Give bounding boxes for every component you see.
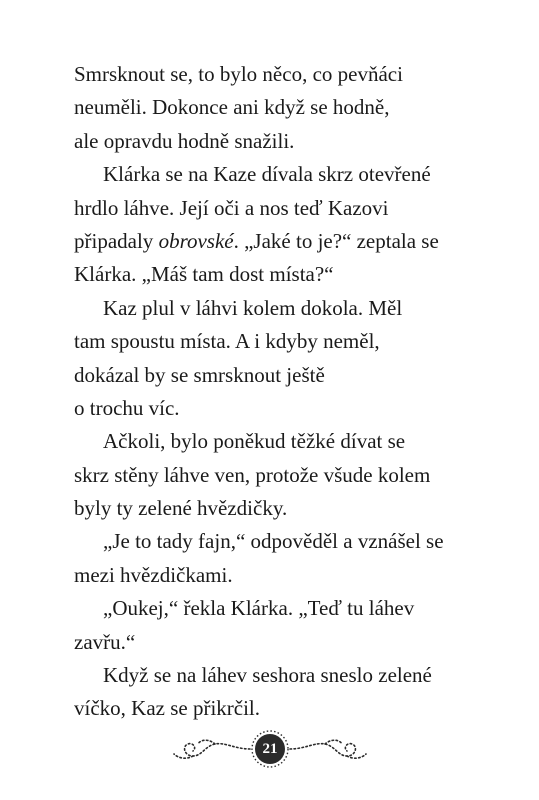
page-footer-ornament [160, 730, 380, 770]
text-segment: . „Jaké to je?“ zeptala se [233, 228, 439, 253]
text-line: zavřu.“ [74, 629, 136, 654]
body-text [74, 58, 494, 726]
text-line: Když se na láhev seshora sneslo zelené [103, 663, 432, 688]
text-line: Klárka se na Kaze dívala skrz otevřené [103, 162, 431, 187]
text-line: „Oukej,“ řekla Klárka. „Teď tu láhev [103, 596, 415, 621]
text-line: o trochu víc. [74, 395, 180, 420]
text-line: byly ty zelené hvězdičky. [74, 496, 288, 521]
text-line: víčko, Kaz se přikrčil. [74, 696, 261, 721]
text-line: Kaz plul v láhvi kolem dokola. Měl [103, 295, 403, 320]
text-line: tam spoustu místa. A i kdyby neměl, [74, 329, 380, 354]
text-line: „Je to tady fajn,“ odpověděl a vznášel se [103, 529, 444, 554]
text-line: dokázal by se smrsknout ještě [74, 362, 325, 387]
italic-word: obrovské [158, 228, 234, 253]
text-line: mezi hvězdičkami. [74, 562, 233, 587]
text-line: skrz stěny láhve ven, protože všude kolem [74, 462, 431, 487]
text-line [74, 225, 494, 258]
text-segment: připadaly [74, 228, 159, 253]
text-line: ale opravdu hodně snažili. [74, 128, 295, 153]
page-number: 21 [255, 734, 285, 764]
text-line: Ačkoli, bylo poněkud těžké dívat se [103, 429, 406, 454]
text-line: Klárka. „Máš tam dost místa?“ [74, 262, 334, 287]
text-line: hrdlo láhve. Její oči a nos teď Kazovi [74, 195, 389, 220]
text-line: Smrsknout se, to bylo něco, co pevňáci [74, 62, 403, 86]
text-line: neuměli. Dokonce ani když se hodně, [74, 95, 390, 120]
